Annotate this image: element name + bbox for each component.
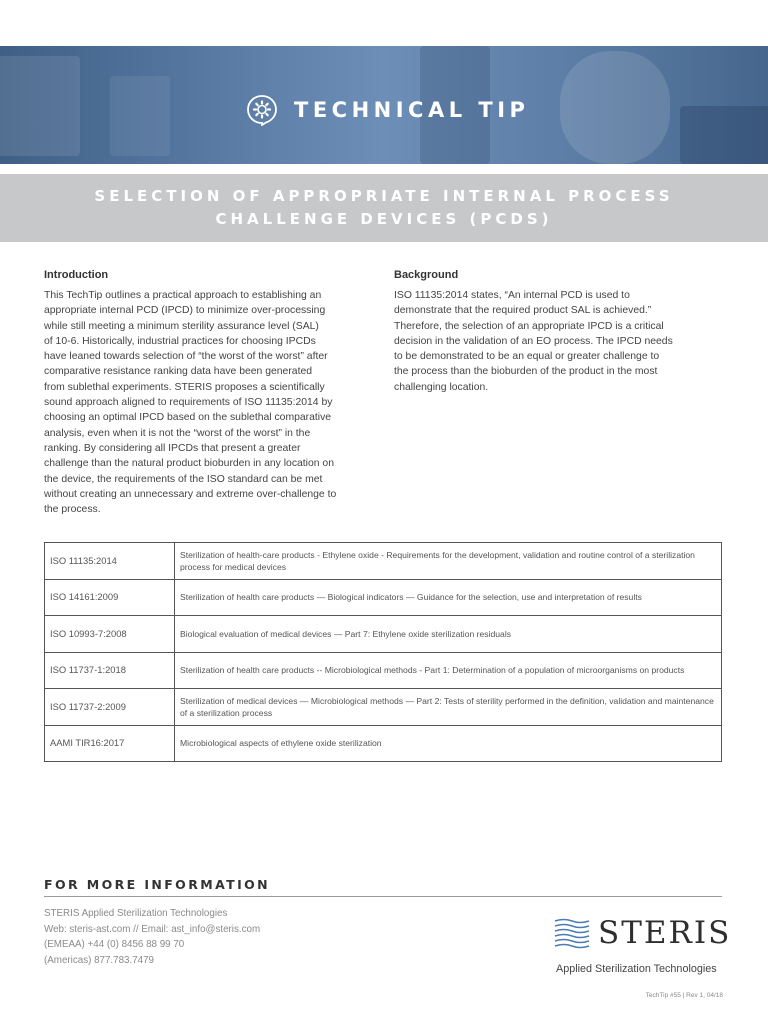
standard-code: ISO 11135:2014 xyxy=(45,543,175,580)
background-section xyxy=(394,268,724,395)
introduction-text: This TechTip outlines a practical approach to establishing an appropriate internal PCD (IPCD) to minimize over-processing while still meeting a minimum sterility assurance level (SAL) of 10-6. Historically, industrial practices for choosing IPCDs have leaned towards selection of “the worst of the worst” after comparative resistance ranking data have been generated from sublethal experiments. STERIS proposes a scientifically sound approach aligned to requirements of ISO 11135:2014 by choosing an optimal IPCD based on the sublethal comparative analysis, even when it is not the “worst of the worst” in the ranking. By considering all IPCDs that present a greater challenge than the natural product bioburden in any location on the device, the requirements of the ISO standard can be met without creating an unnecessary and extreme over-challenge to the process. xyxy=(44,290,337,516)
header-banner xyxy=(0,46,768,164)
introduction-heading: Introduction xyxy=(44,269,109,281)
standard-code: ISO 11737-2:2009 xyxy=(45,689,175,726)
logo-tagline: Applied Sterilization Technologies xyxy=(556,963,717,975)
introduction-section xyxy=(44,268,374,517)
standard-code: ISO 14161:2009 xyxy=(45,579,175,616)
banner-title: TECHNICAL TIP xyxy=(294,98,530,122)
phone-americas: (Americas) 877.783.7479 xyxy=(44,954,155,966)
footer-revision-note: TechTip #55 | Rev 1, 04/18 xyxy=(645,992,723,999)
table-row xyxy=(45,579,722,616)
background-text: ISO 11135:2014 states, “An internal PCD is used to demonstrate that the required product SAL is achieved.” Therefore, the selection of an appropriate IPCD is a critical decision in the validation of an EO process. The IPCD needs to be demonstrated to be an equal or greater challenge to the process than the bioburden of the product in the most challenging location. xyxy=(394,290,673,393)
standard-code: AAMI TIR16:2017 xyxy=(45,725,175,762)
document-title-line-2: CHALLENGE DEVICES (PCDS) xyxy=(215,210,553,228)
logo-wordmark: STERIS xyxy=(598,915,732,951)
document-title xyxy=(0,174,768,242)
background-heading: Background xyxy=(394,269,459,281)
table-row xyxy=(45,543,722,580)
standard-description: Biological evaluation of medical devices — Part 7: Ethylene oxide sterilization residuals xyxy=(175,616,722,653)
standard-description: Sterilization of health care products -- Microbiological methods - Part 1: Determination of a population of microorganisms on products xyxy=(175,652,722,689)
gear-icon xyxy=(246,94,278,126)
table-row xyxy=(45,652,722,689)
standard-code: ISO 10993-7:2008 xyxy=(45,616,175,653)
standards-table xyxy=(44,542,722,762)
document-title-line-1: SELECTION OF APPROPRIATE INTERNAL PROCESS xyxy=(94,187,674,205)
table-row xyxy=(45,725,722,762)
company-name: STERIS Applied Sterilization Technologies xyxy=(44,908,228,919)
standard-description: Sterilization of health care products — Biological indicators — Guidance for the selection, use and interpretation of results xyxy=(175,579,722,616)
more-info-heading: FOR MORE INFORMATION xyxy=(44,877,722,897)
web-email-line[interactable]: Web: steris-ast.com // Email: ast_info@steris.com xyxy=(44,923,261,935)
waves-logo-icon xyxy=(554,917,590,949)
contact-info xyxy=(44,906,260,968)
banner-title-group xyxy=(246,94,529,126)
standard-description: Sterilization of health-care products - Ethylene oxide - Requirements for the development, validation and routine control of a sterilization process for medical devices xyxy=(175,543,722,580)
table-row xyxy=(45,616,722,653)
standard-description: Sterilization of medical devices — Microbiological methods — Part 2: Tests of sterility performed in the definition, validation and maintenance of a sterilization process xyxy=(175,689,722,726)
phone-emeaa: (EMEAA) +44 (0) 8456 88 99 70 xyxy=(44,939,185,951)
standard-code: ISO 11737-1:2018 xyxy=(45,652,175,689)
standard-description: Microbiological aspects of ethylene oxide sterilization xyxy=(175,725,722,762)
table-row xyxy=(45,689,722,726)
steris-logo xyxy=(554,915,731,951)
